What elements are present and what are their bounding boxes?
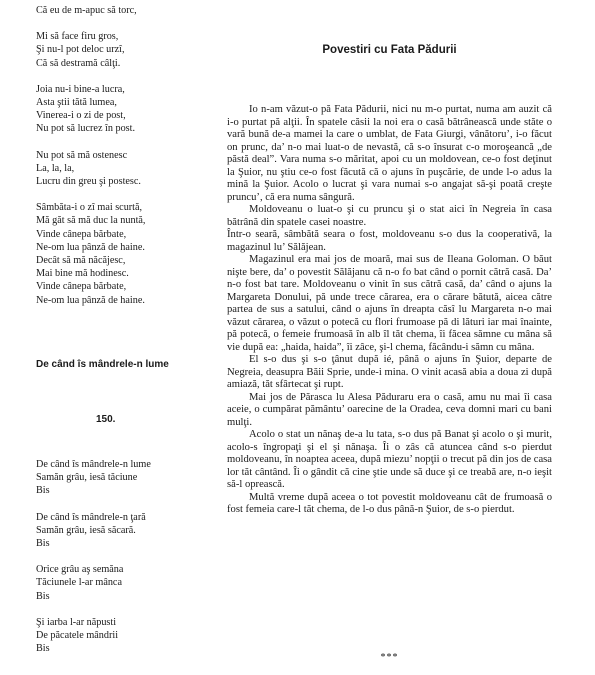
verse-line: Asta ştii tătă lumea,	[36, 97, 117, 109]
verse-line: Sâmbăta-i o zî mai scurtă,	[36, 202, 143, 214]
verse-line: De păcatele mândrii	[36, 630, 119, 642]
stanza	[36, 149, 196, 189]
stanza	[36, 83, 196, 136]
verse-line: Ne-om lua pânză de haine.	[36, 241, 145, 253]
verse-line: Şi iarba l-ar năpusti	[36, 616, 117, 628]
verse-line: Joia nu-i bine-a lucra,	[36, 83, 125, 95]
verse-line: Orice grâu aş semăna	[36, 564, 124, 576]
verse-line: Vinde cânepa bărbate,	[36, 281, 127, 293]
verse-line: Nu pot să mă ostenesc	[36, 149, 128, 161]
stanza	[36, 616, 196, 656]
story-title: Povestiri cu Fata Pădurii	[322, 44, 457, 56]
story-paragraph: Mai jos de Părasca lu Alesa Păduraru era o casă, amu nu mai îi casa aceie, o cumpărat pământu’ oarecine de la Oradea, ceva domni mari cu bani mulţi.	[227, 391, 552, 428]
verse-line: De când îs mândrele-n ţară	[36, 511, 146, 523]
verse-line: Bis	[36, 590, 50, 602]
story-paragraph: El s-o dus şi s-o ţânut după ié, până o ajuns în Şuior, departe de Negreia, deasupra Băii Sprie, unde-i mina. O vinit acasă abia a doua zi după amiază, tăt sfârtecat şi rupt.	[227, 354, 552, 390]
verse-line: De când îs mândrele-n lume	[36, 459, 151, 470]
verse-line: Decât să mă năcăjesc,	[36, 255, 126, 267]
verse-line: Vinde cânepa bărbate,	[36, 228, 127, 240]
story-paragraph: Moldoveanu o luat-o şi cu pruncu şi o stat aici în Negreia în casa bătrână din spatele casei noastre.	[227, 204, 552, 228]
verse-line: Samăn grâu, iesă săcară.	[36, 524, 136, 536]
story-paragraph: Magazinul era mai jos de moară, mai sus de Ileana Goloman. O băut nişte bere, da’ o povestit Sălăjanu că n-o fo bat când o pornit cătră casă. Da’ n-o fost bat tare. Moldoveanu o vinit în sus cătră casă, da’ când o ajuns la Margareta Donului, pă unde trece cărarea, era o cărare bătută, aicea către partea de sus a satului, când o ajuns în dreapta căsî lu Margareta n-o mai văzut cărarea, o văzut o potecă cu flori frumoase pă di lături iar mai înainte, pă potecă, o femeie frumoasă în alb îl tăt chema, îi făcea sămne cu mâna să vie după ea: „haida, haida”, îi zâce, şi-l chema, făcându-i sămn cu mâna.	[227, 254, 552, 353]
story-paragraph: Multă vreme după aceea o tot povestit moldoveanu cât de frumoasă o fost femeia care-l tăt chema, de l-o dus până-n Şuior, de s-o pierdut.	[227, 491, 552, 515]
stanza	[36, 511, 196, 551]
verse-line: Bis	[36, 485, 50, 497]
song-number: 150.	[96, 414, 116, 425]
song-verses	[36, 458, 196, 668]
stanza	[36, 458, 196, 498]
verse-line: Că să destramă câlţi.	[36, 57, 121, 69]
stanza	[36, 563, 196, 603]
verse-line: Bis	[36, 538, 50, 550]
verse-line: Lucru din greu şi postesc.	[36, 176, 141, 188]
verse-line: Mai bine mă hodinesc.	[36, 268, 129, 280]
verse-line: Că eu de m-apuc să torc,	[36, 5, 137, 16]
verse-line: Mi să face firu gros,	[36, 31, 119, 43]
stanza	[36, 201, 196, 307]
song-heading: De când îs mândrele-n lume	[36, 359, 169, 370]
verse-line: La, la, la,	[36, 162, 75, 174]
verse-line: Nu pot să lucrez în post.	[36, 123, 136, 135]
verse-line: Tăciunele l-ar mânca	[36, 577, 122, 589]
story-paragraph: Io n-am văzut-o pă Fata Pădurii, nici nu m-o purtat, numa am auzit că i-o purtat pă alţii. În spatele căsii la noi era o casă bătrânească unde stăte o vară bună de-a mamei la care o umblat, de Fata Giurgi, vânătoru’, i-o făcut on prunc, da’ n-o mai luat-o de nevastă, că s-o însurat c-o moroşeancă „de păstă deal”. Vara numa s-o măritat, apoi cu un moldovean, ce-o fost deţinut la Şuior, nu ştiu ce-o fost făcută că o ajuns în puşcărie, de unde l-o adus la mină la Şuior. Acolo o lucrat şi vara numai s-o angajat să-şi poată creşte pruncu’, că era numa sângură.	[227, 104, 552, 203]
left-column-verses	[36, 4, 196, 320]
verse-line: Vinerea-i o zi de post,	[36, 110, 126, 122]
story-text	[227, 104, 552, 517]
verse-line: Ne-om lua pânză de haine.	[36, 294, 145, 306]
stanza	[36, 4, 196, 17]
story-paragraph: Într-o seară, sâmbătă seara o fost, moldoveanu s-o dus la cooperativă, la magazinul lu’ Sălăjean.	[227, 229, 552, 253]
verse-line: Bis	[36, 643, 50, 655]
section-separator: ***	[380, 652, 399, 663]
verse-line: Samăn grâu, iesă tăciune	[36, 472, 138, 484]
verse-line: Mă găt să mă duc la nuntă,	[36, 215, 146, 227]
stanza	[36, 30, 196, 70]
story-paragraph: Acolo o stat un nănaş de-a lu tata, s-o dus pă Banat şi acolo o şi murit, acolo-s îngropaţi şi el şi nănaşa. Îi o zâs că atuncea când s-o pierdut moldoveanu, în noaptea aceea, după miezu’ nopţii o trecut pă din jos de casa lor tăt cântând. Îi o gândit că cine ştie unde să duce şi ce treabă are, n-o ieşit să-l oprească.	[227, 429, 552, 490]
verse-line: Şi nu-l pot deloc urzî,	[36, 44, 125, 56]
